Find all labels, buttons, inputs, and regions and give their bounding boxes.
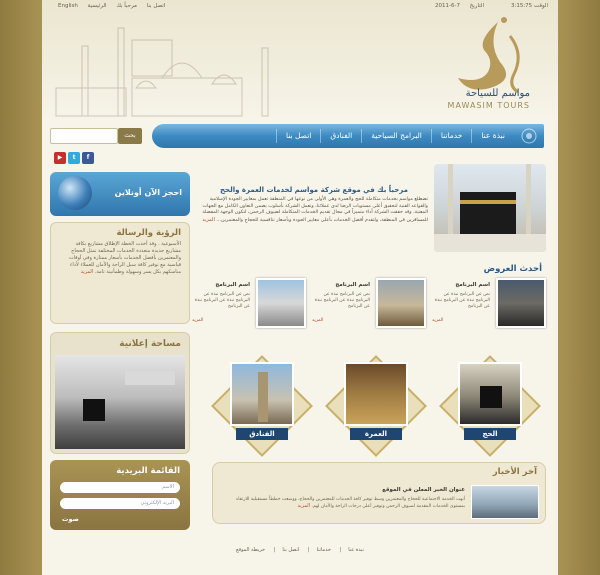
welcome-more-link[interactable]: المزيد [202,216,215,223]
newsletter-title: القائمة البريدية [116,466,180,476]
news-photo [471,485,539,519]
category-label: الحج [464,428,516,440]
vision-panel [50,222,190,324]
offer-name: اسم البرنامج [215,282,250,288]
news-body: أنهت الخدمة الاجتماعية للحجاج والمعتمرين وسط توفير كافة الخدمات للمعتمرين والحجاج، ووضعت خططاً مستقبلية للارتقاء بمستوى الخدمات المقدمة لضيوف الرحمن وتوفير أعلى درجات الراحة والأمان لهم. [236,497,465,509]
search-input[interactable] [50,128,118,144]
time-display [511,3,548,9]
kaaba-shape [480,386,502,408]
home-link[interactable]: الرئيسية [87,3,107,9]
welcome-link[interactable]: مرحباً بك [116,3,137,9]
ad-photo-kaaba [55,355,185,449]
logo-arabic-text: مواسم للسياحة [465,88,530,99]
social-links [54,152,94,164]
english-link[interactable]: English [58,3,78,9]
category-photo [230,362,294,426]
newsletter-submit-button[interactable]: صوت [62,515,79,523]
logo-english-text: MAWASIM TOURS [447,101,530,110]
booking-label: احجز الآن أونلاين [114,188,182,197]
welcome-text [202,197,428,224]
category-label: الفنادق [236,428,288,440]
offer-desc: نص عن البرنامج نبذة عن البرنامج نبذة عن البرنامج نبذة عن البرنامج [194,292,250,309]
category-photo [344,362,408,426]
category-hajj[interactable] [440,356,540,456]
page [42,0,558,575]
offer-photo [256,278,306,328]
time-value: 3:15:75 [510,3,533,9]
newsletter-email-field[interactable]: البريد الإلكتروني [60,498,180,509]
news-panel [212,462,546,524]
vision-body: الأسبوعية . وقد أخذت الخطة الإطلاق مشاريع بكافة مشاريع جديدة متعددة الخدمات المختلفة تمثل الحجاج والمعتمرين بأفضل الخدمات بأسعار ممتازة وفي أوقات قياسية مع توفير كافة سبل الراحة والأمان للعملاء لأداء مناسكهم بكل يسر وسهولة وطمأنينة تامة. [68,241,181,275]
nav-item-hotels[interactable]: الفنادق [320,129,361,143]
news-headline[interactable]: عنوان الخبر المعلن في الموقع [382,487,465,493]
vision-more-link[interactable]: المزيد [80,269,94,275]
footer-links: نبذة عنا| خدماتنا| اتصل بنا| خريطة الموقع [236,547,364,553]
offer-photo [376,278,426,328]
date-label: التاريخ [469,3,484,9]
nav-item-services[interactable]: خدماتنا [431,129,472,143]
header [42,0,558,120]
nav-item-contact[interactable]: اتصل بنا [276,129,320,143]
online-booking-banner[interactable] [50,172,190,216]
kaaba-gold-band [460,200,516,204]
news-more-link[interactable]: المزيد [297,503,311,509]
offer-photo [496,278,546,328]
facebook-icon[interactable]: f [82,152,94,164]
category-label: العمرة [350,428,402,440]
category-umrah[interactable] [326,356,426,456]
welcome-kaaba-photo [434,164,546,252]
nav-item-about[interactable]: نبذة عنا [471,129,514,143]
clock-tower-shape [258,372,268,422]
kaaba-shape [83,399,105,421]
offers-title: أحدث العروض [483,264,542,274]
newsletter-panel [50,460,190,530]
ornament-icon [520,127,538,145]
building-shape [125,371,175,385]
time-label: الوقت [533,3,548,9]
youtube-icon[interactable]: ▶ [54,152,66,164]
offer-more-link[interactable]: المزيد [312,318,324,323]
vision-title: الرؤية والرسالة [116,228,181,238]
twitter-icon[interactable]: t [68,152,80,164]
ad-title: مساحة إعلانية [119,339,181,349]
date-value: 7-6-2011 [434,3,460,9]
welcome-body: تضطلع مواسم بخدمات متكاملة للحج والعمرة وهي الأولى من نوعها في المنطقة تعمل بمعايير الجودة الإسلامية والقواعد الفنية لتحقيق أعلى مستويات الرضا لدى عملائنا، وتعمل الشركة بأسلوب يضمن التعاون الكامل مع الجهات المعنية، وقد حققت الشركة أداء متميزاً في مجال تقديم الخدمات المتكاملة لضيوف الرحمن، لتكون الوجهة المفضلة للمسافرين في المنطقة، ولتقدم أفضل الخدمات بأعلى معايير الجودة وبأسعار تنافسية للحجاج والمعتمرين... [202,197,428,223]
minaret-shape [448,164,453,234]
mosque-skyline-illustration [52,18,282,118]
top-links [54,3,169,15]
main-nav [152,124,544,148]
category-photo [458,362,522,426]
news-text [225,497,465,510]
globe-icon [58,176,92,210]
footer-link-about[interactable]: نبذة عنا [348,547,364,553]
vision-text [51,241,189,276]
footer-link-contact[interactable]: اتصل بنا [282,547,300,553]
offer-more-link[interactable]: المزيد [432,318,444,323]
offer-desc: نص عن البرنامج نبذة عن البرنامج نبذة عن البرنامج نبذة عن البرنامج [434,292,490,309]
offer-more-link[interactable]: المزيد [192,318,204,323]
footer-link-sitemap[interactable]: خريطة الموقع [236,547,266,553]
offer-card[interactable] [192,278,306,334]
welcome-title: مرحباً بك في موقع شركة مواسم لخدمات العمرة والحج [219,186,408,194]
news-title: آخر الأخبار [492,467,537,477]
offer-card[interactable] [432,278,546,334]
nav-item-tour-programs[interactable]: البرامج السياحية [361,129,431,143]
right-border [558,0,600,575]
contact-link[interactable]: اتصل بنا [146,3,166,9]
offer-card[interactable] [312,278,426,334]
newsletter-name-field[interactable]: الاسم [60,482,180,493]
minaret-shape [526,164,531,234]
offer-name: اسم البرنامج [455,282,490,288]
tents-shape [434,234,546,252]
kaaba-shape [460,192,516,234]
offer-name: اسم البرنامج [335,282,370,288]
search-button[interactable]: بحث [118,128,142,144]
ad-space[interactable] [50,332,190,454]
offer-desc: نص عن البرنامج نبذة عن البرنامج نبذة عن البرنامج نبذة عن البرنامج [314,292,370,309]
footer-link-services[interactable]: خدماتنا [316,547,331,553]
left-border [0,0,42,575]
category-hotels[interactable] [212,356,312,456]
